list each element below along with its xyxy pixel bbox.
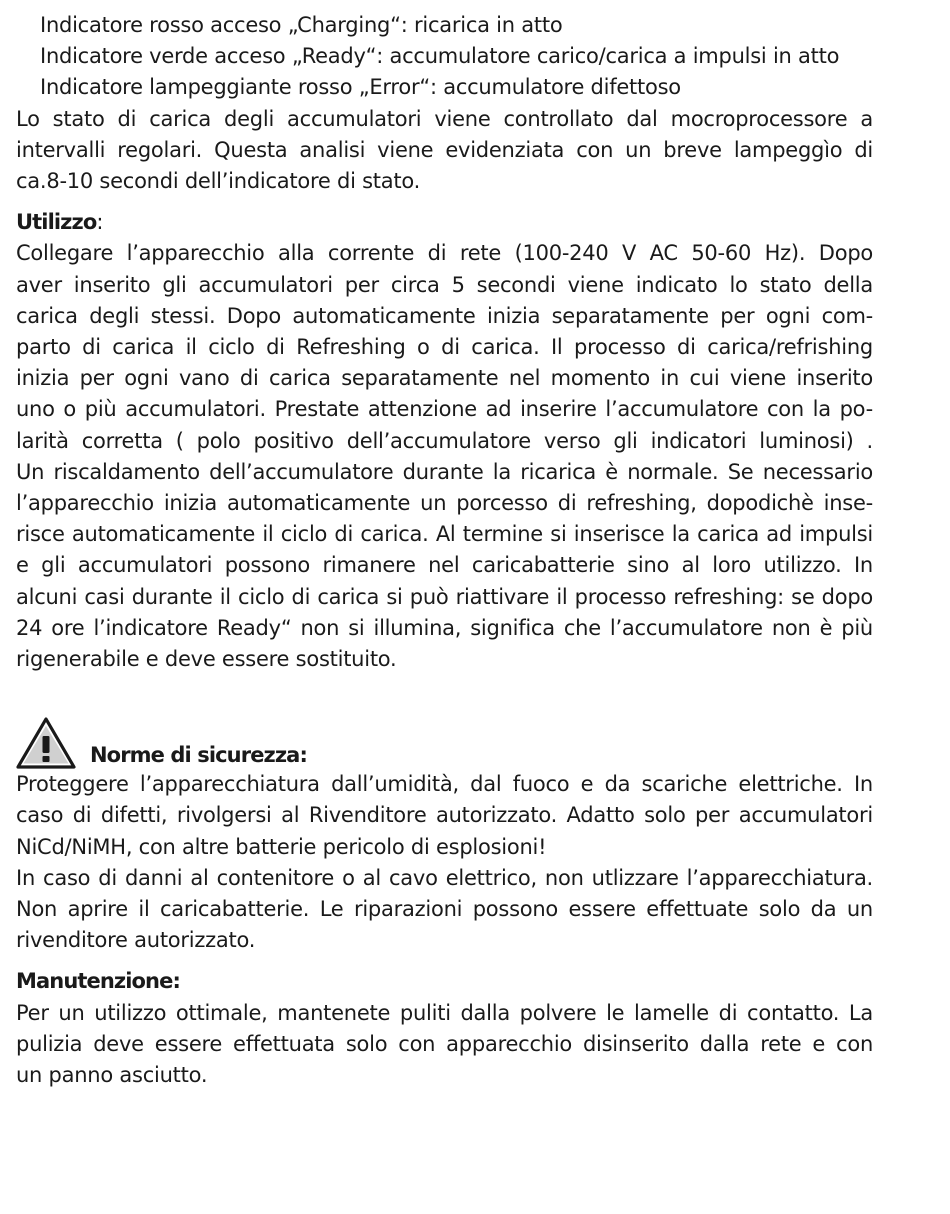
safety-heading: Norme di sicurezza: xyxy=(90,743,307,768)
status-line: Lo stato di carica degli accumulatori viene controllato dal mocroprocessore a xyxy=(16,106,873,131)
maintenance-line: un panno asciutto. xyxy=(16,1063,208,1088)
maintenance-line: pulizia deve essere effettuata solo con apparecchio disinserito dalla rete e con xyxy=(16,1031,873,1056)
usage-line: alcuni casi durante il ciclo di carica si può riattivare il processo refreshing: se dopo xyxy=(16,584,873,609)
safety-heading-row xyxy=(16,713,873,769)
usage-line: risce automaticamente il ciclo di carica. Al termine si inserisce la carica ad impulsi xyxy=(16,522,873,547)
usage-line: Collegare l’apparecchio alla corrente di rete (100-240 V AC 50-60 Hz). Dopo xyxy=(16,241,873,266)
usage-line: aver inserito gli accumulatori per circa 5 secondi viene indicato lo stato della xyxy=(16,272,873,297)
indicator-list xyxy=(16,10,873,104)
safety-line: Non aprire il caricabatterie. Le riparazioni possono essere effettuate solo da un xyxy=(16,897,873,922)
safety-line: In caso di danni al contenitore o al cavo elettrico, non utlizzare l’apparecchiatura. xyxy=(16,865,873,890)
manual-page xyxy=(16,10,873,1091)
safety-line: NiCd/NiMH, con altre batterie pericolo di esplosioni! xyxy=(16,834,547,859)
indicator-charging: Indicatore rosso acceso „Charging“: ricarica in atto xyxy=(40,13,563,37)
status-paragraph xyxy=(16,104,873,198)
indicator-ready: Indicatore verde acceso „Ready“: accumulatore carico/carica a impulsi in atto xyxy=(40,44,840,69)
usage-line: rigenerabile e deve essere sostituito. xyxy=(16,647,397,672)
safety-line: caso di difetti, rivolgersi al Rivenditore autorizzato. Adatto solo per accumulatori xyxy=(16,803,873,828)
usage-line: uno o più accumulatori. Prestate attenzione ad inserire l’accumulatore con la po- xyxy=(16,397,873,422)
maintenance-heading: Manutenzione: xyxy=(16,969,180,994)
maintenance-section xyxy=(16,966,873,1091)
usage-line: e gli accumulatori possono rimanere nel caricabatterie sino al loro utilizzo. In xyxy=(16,553,873,578)
indicator-error: Indicatore lampeggiante rosso „Error“: accumulatore difettoso xyxy=(40,75,681,100)
usage-line: l’apparecchio inizia automaticamente un porcesso di refreshing, dopodichè inse- xyxy=(16,491,873,516)
usage-line: larità corretta ( polo positivo dell’accumulatore verso gli indicatori luminosi) . xyxy=(16,428,873,453)
usage-line: Un riscaldamento dell’accumulatore durante la ricarica è normale. Se necessario xyxy=(16,459,873,484)
usage-line: carica degli stessi. Dopo automaticamente inizia separatamente per ogni com- xyxy=(16,303,873,328)
status-line: intervalli regolari. Questa analisi viene evidenziata con un breve lampeggìo di xyxy=(16,137,873,162)
usage-heading-colon: : xyxy=(96,210,104,235)
warning-triangle-icon xyxy=(16,717,76,769)
usage-line: parto di carica il ciclo di Refreshing o di carica. Il processo di carica/refrishing xyxy=(16,335,873,360)
usage-line: 24 ore l’indicatore Ready“ non si illumina, significa che l’accumulatore non è più xyxy=(16,615,873,640)
safety-section xyxy=(16,713,873,956)
safety-line: Proteggere l’apparecchiatura dall’umidità, dal fuoco e da scariche elettriche. In xyxy=(16,772,873,797)
usage-section xyxy=(16,207,873,675)
maintenance-line: Per un utilizzo ottimale, mantenete puliti dalla polvere le lamelle di contatto. La xyxy=(16,1000,873,1025)
status-line: ca.8-10 secondi dell’indicatore di stato. xyxy=(16,169,421,194)
usage-heading: Utilizzo xyxy=(16,210,97,235)
safety-line: rivenditore autorizzato. xyxy=(16,928,256,953)
usage-line: inizia per ogni vano di carica separatamente nel momento in cui viene inserito xyxy=(16,366,873,391)
usage-heading-line xyxy=(16,207,873,238)
